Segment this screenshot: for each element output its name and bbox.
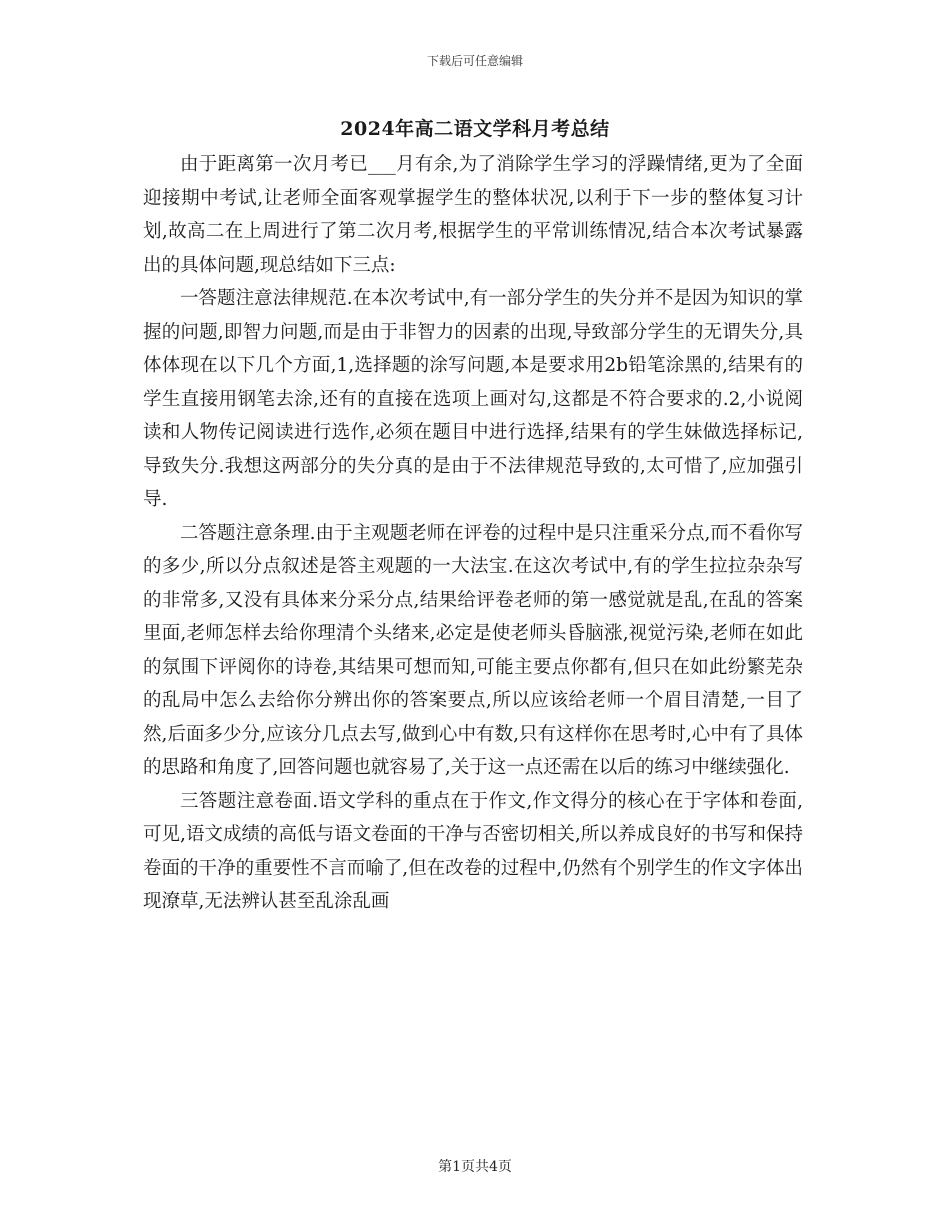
paragraph-point-one: 一答题注意法律规范.在本次考试中,有一部分学生的失分并不是因为知识的掌握的问题,即智力问题,而是由于非智力的因素的出现,导致部分学生的无谓失分,具体体现在以下几个方面,1,选择题的涂写问题,本是要求用2b铅笔涂黑的,结果有的学生直接用钢笔去涂,还有的直接在选项上画对勾,这都是不符合要求的.2,小说阅读和人物传记阅读进行选作,必须在题目中进行选择,结果有的学生妹做选择标记,导致失分.我想这两部分的失分真的是由于不法律规范导致的,太可惜了,应加强引导. <box>143 288 803 510</box>
paragraph-point-three: 三答题注意卷面.语文学科的重点在于作文,作文得分的核心在于字体和卷面,可见,语文成绩的高低与语文卷面的干净与否密切相关,所以养成良好的书写和保持卷面的干净的重要性不言而喻了,但在改卷的过程中,仍然有个别学生的作文字体出现潦草,无法辨认甚至乱涂乱画 <box>143 790 803 912</box>
paragraph-intro: 由于距离第一次月考已___月有余,为了消除学生学习的浮躁情绪,更为了全面迎接期中考试,让老师全面客观掌握学生的整体状况,以利于下一步的整体复习计划,故高二在上周进行了第二次月考,根据学生的平常训练情况,结合本次考试暴露出的具体问题,现总结如下三点: <box>143 154 803 276</box>
page-number: 第1页共4页 <box>438 1159 512 1175</box>
page-header: 下载后可任意编辑 <box>426 54 523 68</box>
document-body <box>143 148 803 919</box>
paragraph-point-two: 二答题注意条理.由于主观题老师在评卷的过程中是只注重采分点,而不看你写的多少,所以分点叙述是答主观题的一大法宝.在这次考试中,有的学生拉拉杂杂写的非常多,又没有具体来分采分点,结果给评卷老师的第一感觉就是乱,在乱的答案里面,老师怎样去给你理清个头绪来,必定是使老师头昏脑涨,视觉污染,老师在如此的氛围下评阅你的诗卷,其结果可想而知,可能主要点你都有,但只在如此纷繁芜杂的乱局中怎么去给你分辨出你的答案要点,所以应该给老师一个眉目清楚,一目了然,后面多少分,应该分几点去写,做到心中有数,只有这样你在思考时,心中有了具体的思路和角度了,回答问题也就容易了,关于这一点还需在以后的练习中继续强化. <box>143 522 803 778</box>
document-title: 2024年高二语文学科月考总结 <box>340 118 610 140</box>
